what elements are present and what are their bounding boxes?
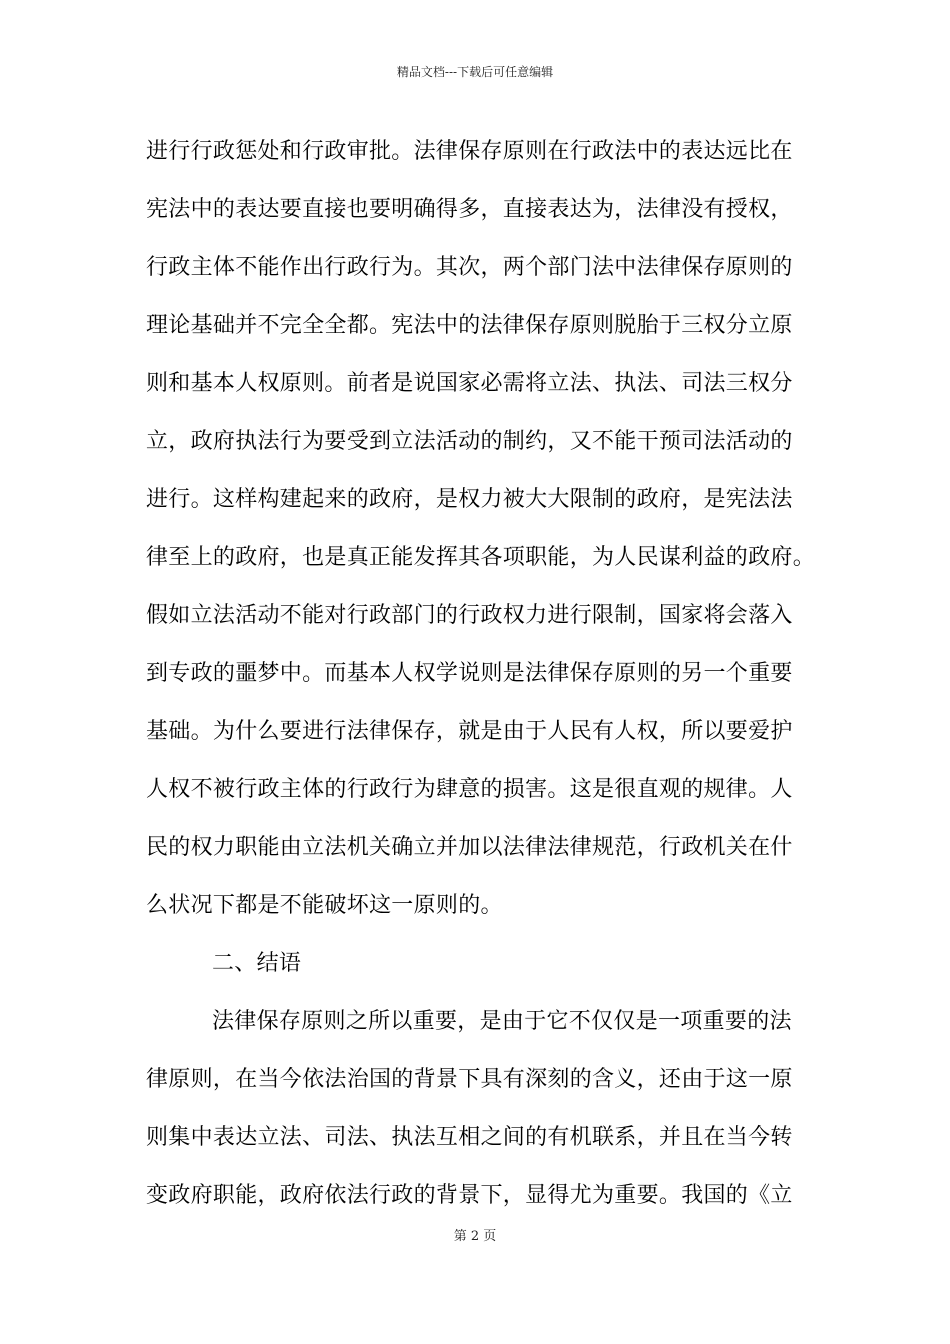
section-heading: 二、结语 xyxy=(212,951,302,976)
body-line: 进行行政惩处和行政审批。法律保存原则在行政法中的表达远比在 xyxy=(146,139,793,164)
body-line: 则和基本人权原则。前者是说国家必需将立法、执法、司法三权分 xyxy=(146,371,793,396)
page-number: 第 2 页 xyxy=(453,1229,497,1244)
body-line: 么状况下都是不能破坏这一原则的。 xyxy=(146,893,503,918)
body-line: 宪法中的表达要直接也要明确得多，直接表达为，法律没有授权， xyxy=(146,197,793,222)
body-line: 人权不被行政主体的行政行为肆意的损害。这是很直观的规律。人 xyxy=(146,777,793,802)
body-line: 则集中表达立法、司法、执法互相之间的有机联系，并且在当今转 xyxy=(146,1125,793,1150)
document-body xyxy=(146,126,816,1228)
body-line: 基础。为什么要进行法律保存，就是由于人民有人权，所以要爱护 xyxy=(146,719,793,744)
page-header: 精品文档---下载后可任意编辑 xyxy=(396,65,554,79)
body-line: 立，政府执法行为要受到立法活动的制约，又不能干预司法活动的 xyxy=(146,429,793,454)
body-line: 假如立法活动不能对行政部门的行政权力进行限制，国家将会落入 xyxy=(146,603,793,628)
body-line: 到专政的噩梦中。而基本人权学说则是法律保存原则的另一个重要 xyxy=(146,661,793,686)
body-line: 变政府职能，政府依法行政的背景下，显得尤为重要。我国的《立 xyxy=(146,1183,793,1208)
body-line: 民的权力职能由立法机关确立并加以法律法律规范，行政机关在什 xyxy=(146,835,793,860)
body-line: 律至上的政府，也是真正能发挥其各项职能，为人民谋利益的政府。 xyxy=(146,545,816,570)
body-line: 进行。这样构建起来的政府，是权力被大大限制的政府，是宪法法 xyxy=(146,487,793,512)
body-line: 理论基础并不完全全都。宪法中的法律保存原则脱胎于三权分立原 xyxy=(146,313,793,338)
body-line: 律原则，在当今依法治国的背景下具有深刻的含义，还由于这一原 xyxy=(146,1067,793,1092)
body-line: 法律保存原则之所以重要，是由于它不仅仅是一项重要的法 xyxy=(212,1009,792,1034)
body-line: 行政主体不能作出行政行为。其次，两个部门法中法律保存原则的 xyxy=(146,255,793,280)
